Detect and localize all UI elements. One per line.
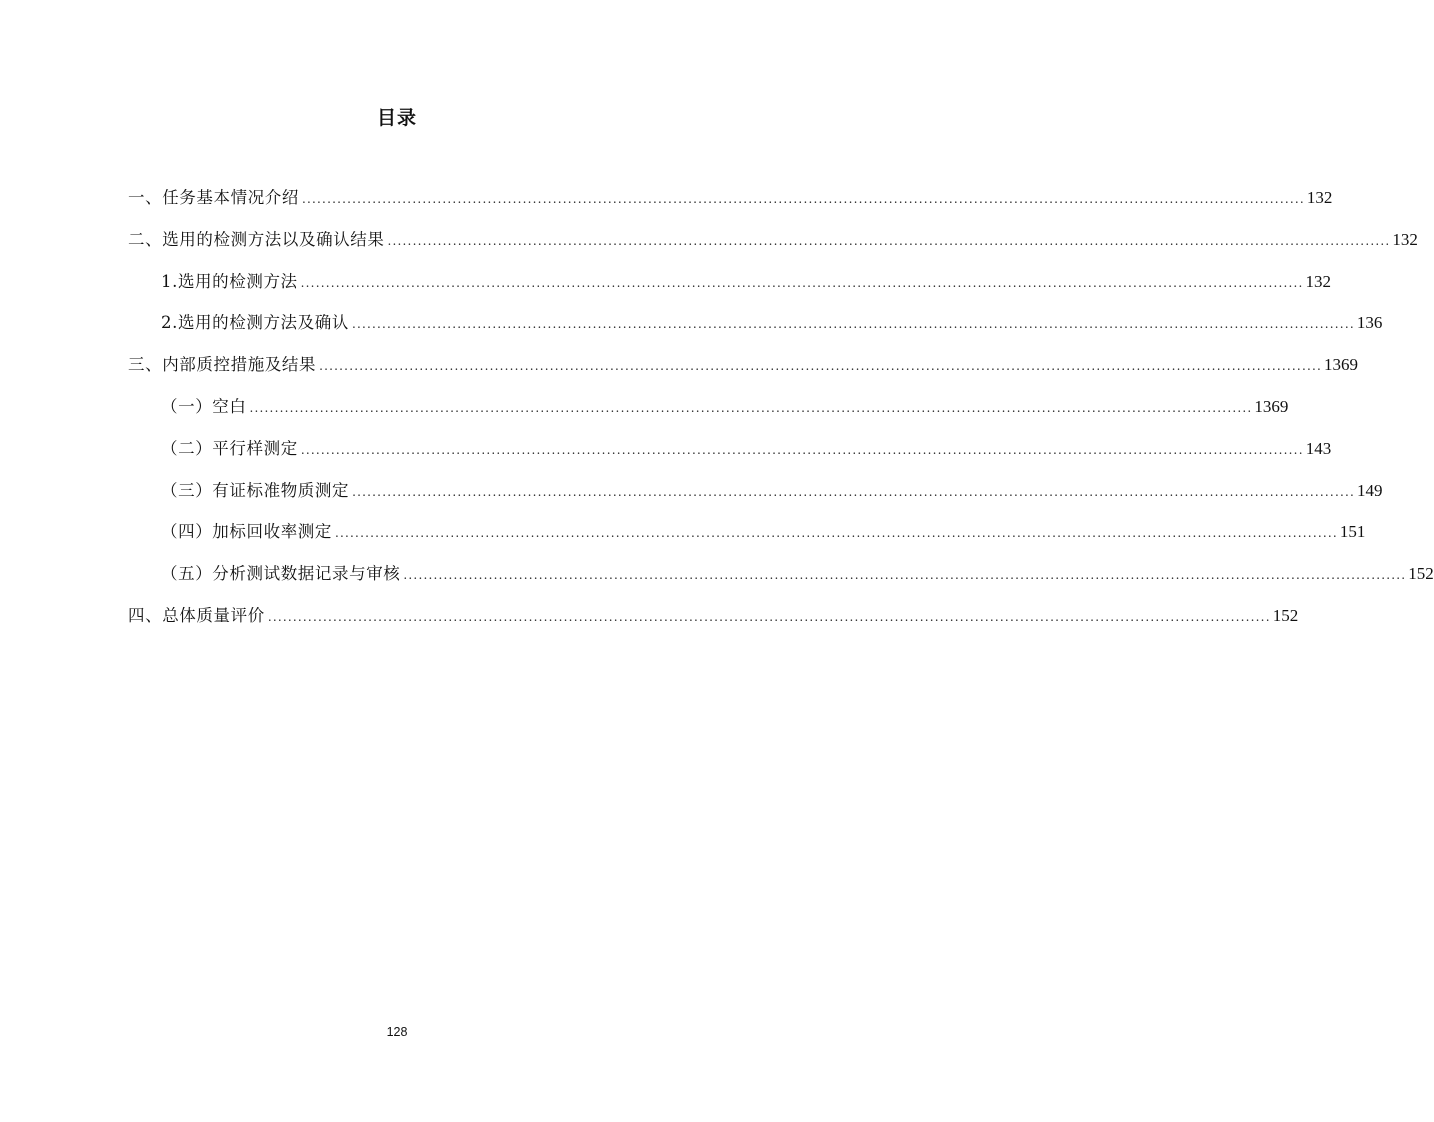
toc-entry-page: 152 [1408,564,1434,584]
toc-entry[interactable] [128,518,1366,560]
toc-leader-dots: ........................................................................................................................................................................................................ [351,317,1355,332]
toc-entry-page: 152 [1272,605,1299,625]
table-of-contents [128,184,1434,644]
toc-entry-label: （二）平行样测定 [161,438,298,458]
toc-entry-page: 151 [1339,522,1366,542]
toc-entry-label: （五）分析测试数据记录与审核 [161,564,401,584]
toc-leader-dots: ........................................................................................................................................................................................................ [300,442,1304,457]
toc-entry-page: 143 [1305,438,1332,458]
toc-leader-dots: ........................................................................................................................................................................................................ [300,275,1304,290]
toc-entry-label: （一）空白 [161,396,247,416]
toc-entry[interactable] [128,309,1383,351]
toc-entry[interactable] [128,393,1289,435]
toc-entry-page: 149 [1357,480,1383,500]
toc-entry-page: 1369 [1254,396,1289,416]
toc-entry[interactable] [128,477,1383,519]
toc-entry[interactable] [128,184,1333,226]
toc-entry[interactable] [128,560,1434,602]
toc-entry-page: 132 [1305,271,1332,291]
toc-entry-label: 一、任务基本情况介绍 [128,188,299,207]
toc-leader-dots: ........................................................................................................................................................................................................ [267,609,1271,624]
toc-entry-label: 三、内部质控措施及结果 [128,355,317,375]
toc-entry-label: （三）有证标准物质测定 [161,480,350,500]
toc-leader-dots: ........................................................................................................................................................................................................ [302,192,1305,206]
toc-entry-page: 132 [1392,229,1418,249]
toc-entry-label: 1.选用的检测方法 [161,271,298,291]
toc-entry-page: 132 [1306,188,1333,207]
page-title: 目录 [376,107,417,129]
toc-leader-dots: ........................................................................................................................................................................................................ [335,526,1338,541]
toc-leader-dots: ........................................................................................................................................................................................................ [403,568,1407,583]
toc-entry-page: 1369 [1324,355,1358,375]
toc-entry-label: 2.选用的检测方法及确认 [161,313,349,333]
toc-entry-label: （四）加标回收率测定 [161,522,332,542]
toc-entry[interactable] [128,351,1358,393]
toc-entry-label: 二、选用的检测方法以及确认结果 [128,229,385,249]
toc-leader-dots: ........................................................................................................................................................................................................ [249,400,1253,415]
toc-leader-dots: ........................................................................................................................................................................................................ [319,359,1322,374]
toc-entry[interactable] [128,268,1332,310]
page-number: 128 [386,1025,408,1039]
toc-entry-page: 136 [1356,313,1383,333]
toc-entry-label: 四、总体质量评价 [128,605,265,625]
toc-entry[interactable] [128,602,1299,644]
toc-leader-dots: ........................................................................................................................................................................................................ [352,484,1355,499]
toc-entry[interactable] [128,226,1418,268]
toc-leader-dots: ........................................................................................................................................................................................................ [387,233,1391,248]
toc-entry[interactable] [128,435,1332,477]
